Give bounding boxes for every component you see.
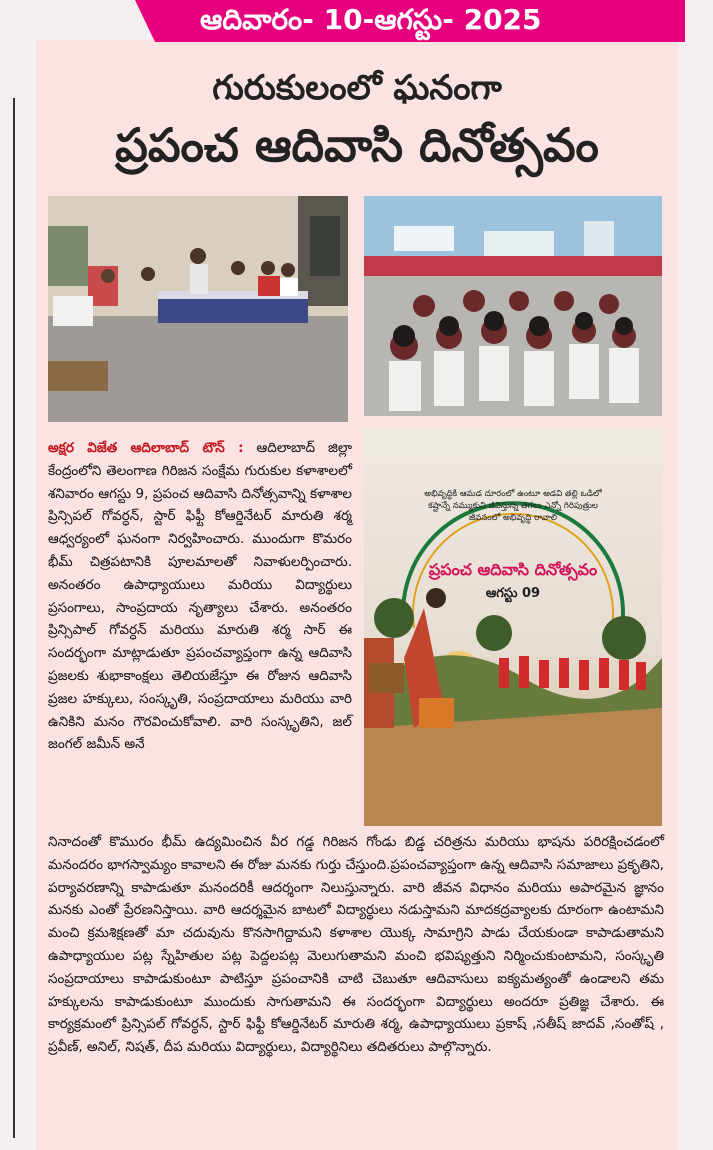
column-divider: [13, 98, 15, 1138]
meeting-photo: [48, 196, 348, 422]
poster-verse: అభివృద్ధికి ఆమడ దూరంలో ఉంటూ అడవి తల్లి ఒడిలో కష్టాన్నే నమ్ముకుని జీవిస్తున్న తెగలు ఎన్నో గిరిపుత్రుల జీవనంలో అభివృద్ధి రావాలి: [424, 489, 602, 523]
headline-line-1: గురుకులంలో ఘనంగా: [212, 68, 502, 108]
headline-line-2: ప్రపంచ ఆదివాసి దినోత్సవం: [115, 118, 599, 172]
adivasi-day-poster: [364, 428, 662, 826]
article-full-width-text: నినాదంతో కొమురం భీమ్ ఉద్యమించిన వీర గడ్డ గిరిజన గోండు బిడ్డ చరిత్రను మరియు భాషను పరిరక్షించడంలో మనందరం భాగస్వామ్యం కావాలని ఈ రోజు మనకు గుర్తు చేస్తుంది.ప్రపంచవ్యాప్తంగా ఉన్న ఆదివాసి సమాజాలు ప్రకృతిని, పర్యావరణాన్ని కాపాడుతూ మనందరికీ ఆదర్శంగా నిలుస్తున్నారు. వారి జీవన విధానం మరియు అపారమైన జ్ఞానం మనకు ఎంతో ప్రేరణనిస్తాయి. వారి ఆదర్శమైన బాటలో విద్యార్థులు నడుస్తామని మాదకద్రవ్యాలకు దూరంగా ఉంటామని మంచి క్రమశిక్షణతో మా చదువును కొనసాగిద్దామని కళాశాల యొక్క సామాగ్రిని పాడు చేయకుండా కాపాడుతామని ఉపాధ్యాయుల పట్ల స్నేహితుల పట్ల పెద్దలపట్ల మెలుగుతామని మంచి భవిష్యత్తుని నిర్మించుకుంటామని, సంస్కృతి సంప్రదాయాలు కాపాడుకుంటూ పాటిస్తూ ప్రపంచానికి చాటి చెబుతూ ఆదివాసులు ఐక్యమత్యంతో ఉండాలని తమ హక్కులను కాపాడుకుంటూ ముందుకు సాగుతామని ఈ సందర్భంగా విద్యార్థులు అందరూ ప్రతిజ్ఞ చేశారు. ఈ కార్యక్రమంలో ప్రిన్సిపల్ గోవర్ధన్, స్టార్ ఫిఫ్టీ కోఆర్డినేటర్ మారుతి శర్మ, ఉపాధ్యాయులు ప్రకాష్ ,సతీష్ జాదవ్ ,సంతోష్ , ప్రవీణ్, అనిల్, నిషత్, దీప మరియు విద్యార్థులు, విద్యార్థినిలు తదితరులు పాల్గొన్నారు.: [48, 834, 664, 1056]
poster-title: ప్రపంచ ఆదివాసి దినోత్సవం: [428, 560, 598, 579]
students-photo: [364, 196, 662, 416]
poster-date: ఆగస్టు 09: [485, 586, 541, 601]
issue-date: ఆదివారం- 10-ఆగస్టు- 2025: [200, 3, 542, 36]
date-banner: [155, 0, 685, 42]
article-column-text: ఆదిలాబాద్ జిల్లా కేంద్రంలోని తెలంగాణ గిరిజన సంక్షేమ గురుకుల కళాశాలలో శనివారం ఆగస్టు 9, ప్రపంచ ఆదివాసి దినోత్సవాన్ని కళాశాల ప్రిన్సిపల్ గోవర్ధన్, స్టార్ ఫిఫ్టీ కోఆర్డినేటర్ మారుతి శర్మ ఆధ్వర్యంలో ఘనంగా నిర్వహించారు. ముందుగా కొమరం భీమ్ చిత్రపటానికి పూలమాలతో నివాళులర్పించారు. అనంతరం ఉపాధ్యాయులు మరియు విద్యార్థులు ప్రసంగాలు, సాంప్రదాయ నృత్యాలు చేశారు. అనంతరం ప్రిన్సిపాల్ గోవర్ధన్ మరియు మారుతి శర్మ సార్ ఈ సందర్భంగా మాట్లాడుతూ ప్రపంచవ్యాప్తంగా ఉన్న ఆదివాసి ప్రజలకు శుభాకాంక్షలు తెలియజేస్తూ ఈ రోజున ఆదివాసి ప్రజల హక్కులు, సంస్కృతి, సంప్రదాయాలు మరియు వారి ఉనికిని మనం గౌరవించుకోవాలి. వారి సంస్కృతిని, జల్ జంగల్ జమీన్ అనే: [48, 440, 352, 753]
article-column: [48, 437, 352, 756]
article-byline: అక్షర విజేత ఆదిలాబాద్ టౌన్ :: [48, 440, 244, 456]
